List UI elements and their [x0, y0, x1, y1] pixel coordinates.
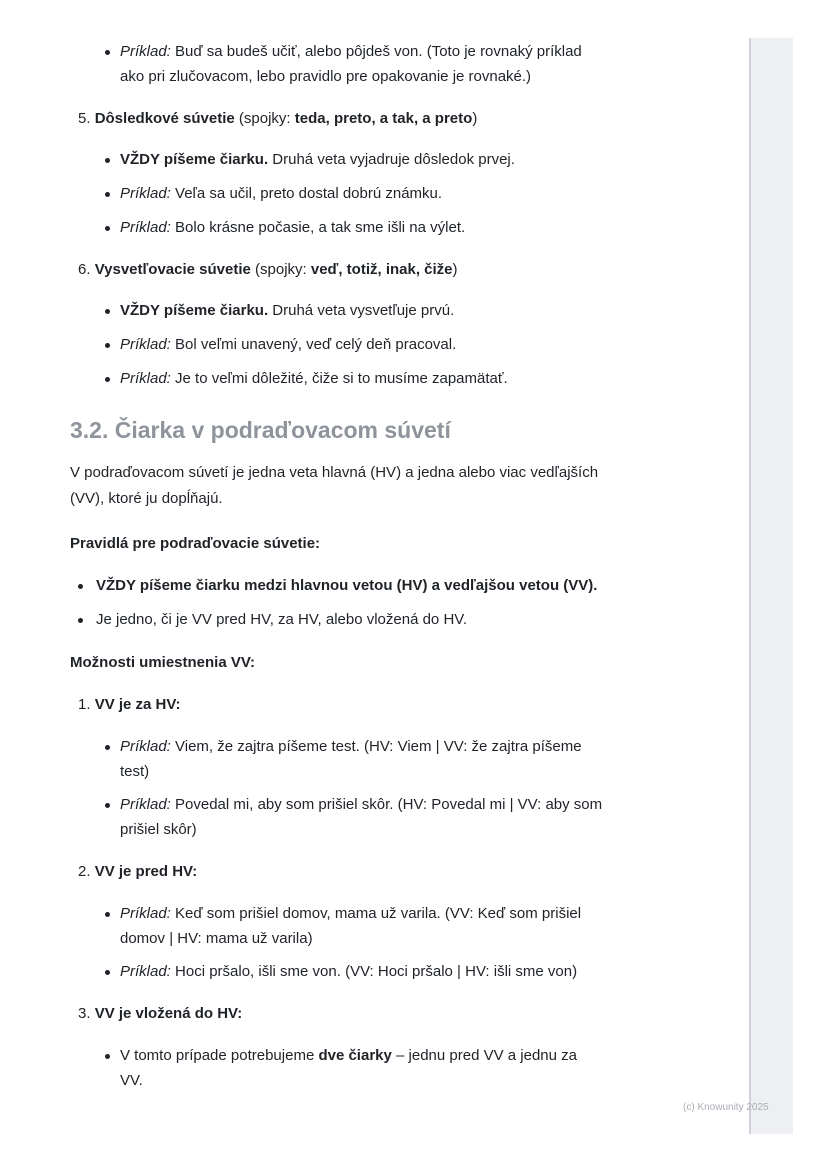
list-number: 5.	[78, 110, 91, 127]
rule-item	[96, 608, 467, 632]
example-text: Je to veľmi dôležité, čiže si to musíme zapamätať.	[170, 370, 508, 387]
option-heading	[78, 693, 181, 717]
list-conj: teda, preto, a tak, a preto	[294, 110, 473, 127]
list-heading	[78, 107, 477, 131]
example-text: Keď som prišiel domov, mama už varila. (VV: Keď som prišiel	[170, 905, 582, 922]
bullet	[105, 1054, 110, 1059]
bullet	[78, 618, 83, 623]
example-text: Viem, že zajtra píšeme test. (HV: Viem | VV: že zajtra píšeme	[170, 738, 582, 755]
list-title: Dôsledkové súvetie	[94, 110, 235, 127]
list-number: 6.	[78, 261, 91, 278]
list-post: )	[452, 261, 458, 278]
bullet	[78, 584, 83, 589]
bullet	[105, 343, 110, 348]
paragraph-line: (VV), ktoré ju dopĺňajú.	[70, 490, 223, 507]
option-heading	[78, 1002, 242, 1026]
bullet-text: V tomto prípade potrebujeme	[120, 1047, 319, 1064]
list-pre: (spojky:	[250, 261, 311, 278]
right-sidebar	[749, 38, 793, 1134]
bullet-line-cont: VV.	[120, 1072, 143, 1089]
list-post: )	[472, 110, 478, 127]
rule-bold: VŽDY píšeme čiarku medzi hlavnou vetou (HV) a vedľajšou vetou (VV).	[96, 577, 598, 594]
paragraph-line: V podraďovacom súvetí je jedna veta hlavná (HV) a jedna alebo viac vedľajších	[70, 464, 599, 481]
example-text: Buď sa budeš učiť, alebo pôjdeš von. (Toto je rovnaký príklad	[175, 43, 582, 60]
bullet	[105, 192, 110, 197]
list-item	[120, 333, 456, 357]
bullet	[105, 970, 110, 975]
example-text: Povedal mi, aby som prišiel skôr. (HV: Povedal mi | VV: aby som	[170, 796, 603, 813]
example-label: Príklad:	[120, 796, 171, 813]
rule-text: Je jedno, či je VV pred HV, za HV, alebo vložená do HV.	[96, 611, 468, 628]
list-item	[120, 40, 582, 64]
example-label: Príklad:	[120, 185, 171, 202]
rule-item	[96, 574, 597, 598]
example-text: Bol veľmi unavený, veď celý deň pracoval.	[170, 336, 457, 353]
footer-copyright: (c) Knowunity 2025	[683, 1102, 769, 1113]
option-title: VV je vložená do HV:	[94, 1005, 243, 1022]
bullet	[105, 309, 110, 314]
list-item	[120, 148, 515, 172]
list-conj: veď, totiž, inak, čiže	[310, 261, 453, 278]
example-text: Veľa sa učil, preto dostal dobrú známku.	[170, 185, 443, 202]
example-line	[120, 793, 602, 817]
option-number: 2.	[78, 863, 91, 880]
bullet	[105, 745, 110, 750]
example-line	[120, 735, 582, 759]
list-item	[120, 216, 465, 240]
example-label: Príklad:	[120, 905, 171, 922]
example-text: Bolo krásne počasie, a tak sme išli na výlet.	[170, 219, 466, 236]
example-label: Príklad:	[120, 219, 171, 236]
bullet	[105, 226, 110, 231]
option-title: VV je pred HV:	[94, 863, 198, 880]
option-number: 3.	[78, 1005, 91, 1022]
example-line-cont: domov | HV: mama už varila)	[120, 930, 313, 947]
bullet-text: Druhá veta vyjadruje dôsledok prvej.	[268, 151, 515, 168]
bullet	[105, 377, 110, 382]
bullet	[105, 912, 110, 917]
example-line	[120, 902, 581, 926]
bullet-bold: VŽDY píšeme čiarku.	[120, 151, 269, 168]
example-label: Príklad:	[120, 738, 171, 755]
bullet-bold: VŽDY píšeme čiarku.	[120, 302, 269, 319]
example-text: Hoci pršalo, išli sme von. (VV: Hoci pršalo | HV: išli sme von)	[170, 963, 578, 980]
list-item	[120, 367, 508, 391]
bullet	[105, 803, 110, 808]
list-item	[120, 182, 442, 206]
bullet	[105, 50, 110, 55]
option-title: VV je za HV:	[94, 696, 181, 713]
section-heading: 3.2. Čiarka v podraďovacom súvetí	[70, 417, 451, 443]
bullet-text: Druhá veta vysvetľuje prvú.	[268, 302, 455, 319]
example-label: Príklad:	[120, 370, 171, 387]
options-heading: Možnosti umiestnenia VV:	[70, 654, 256, 671]
example-line-cont: test)	[120, 763, 150, 780]
option-number: 1.	[78, 696, 91, 713]
list-heading	[78, 258, 458, 282]
example-line-cont: prišiel skôr)	[120, 821, 197, 838]
example-label: Príklad:	[120, 43, 171, 60]
bullet-line	[120, 1044, 577, 1068]
list-item	[120, 299, 454, 323]
list-item-cont: ako pri zlučovacom, lebo pravidlo pre opakovanie je rovnaké.)	[120, 68, 532, 85]
list-pre: (spojky:	[234, 110, 295, 127]
option-heading	[78, 860, 197, 884]
bullet-text: – jednu pred VV a jednu za	[391, 1047, 577, 1064]
example-label: Príklad:	[120, 963, 171, 980]
rules-heading: Pravidlá pre podraďovacie súvetie:	[70, 535, 321, 552]
example-line	[120, 960, 577, 984]
bullet	[105, 158, 110, 163]
list-title: Vysvetľovacie súvetie	[94, 261, 251, 278]
example-label: Príklad:	[120, 336, 171, 353]
bullet-bold: dve čiarky	[318, 1047, 392, 1064]
